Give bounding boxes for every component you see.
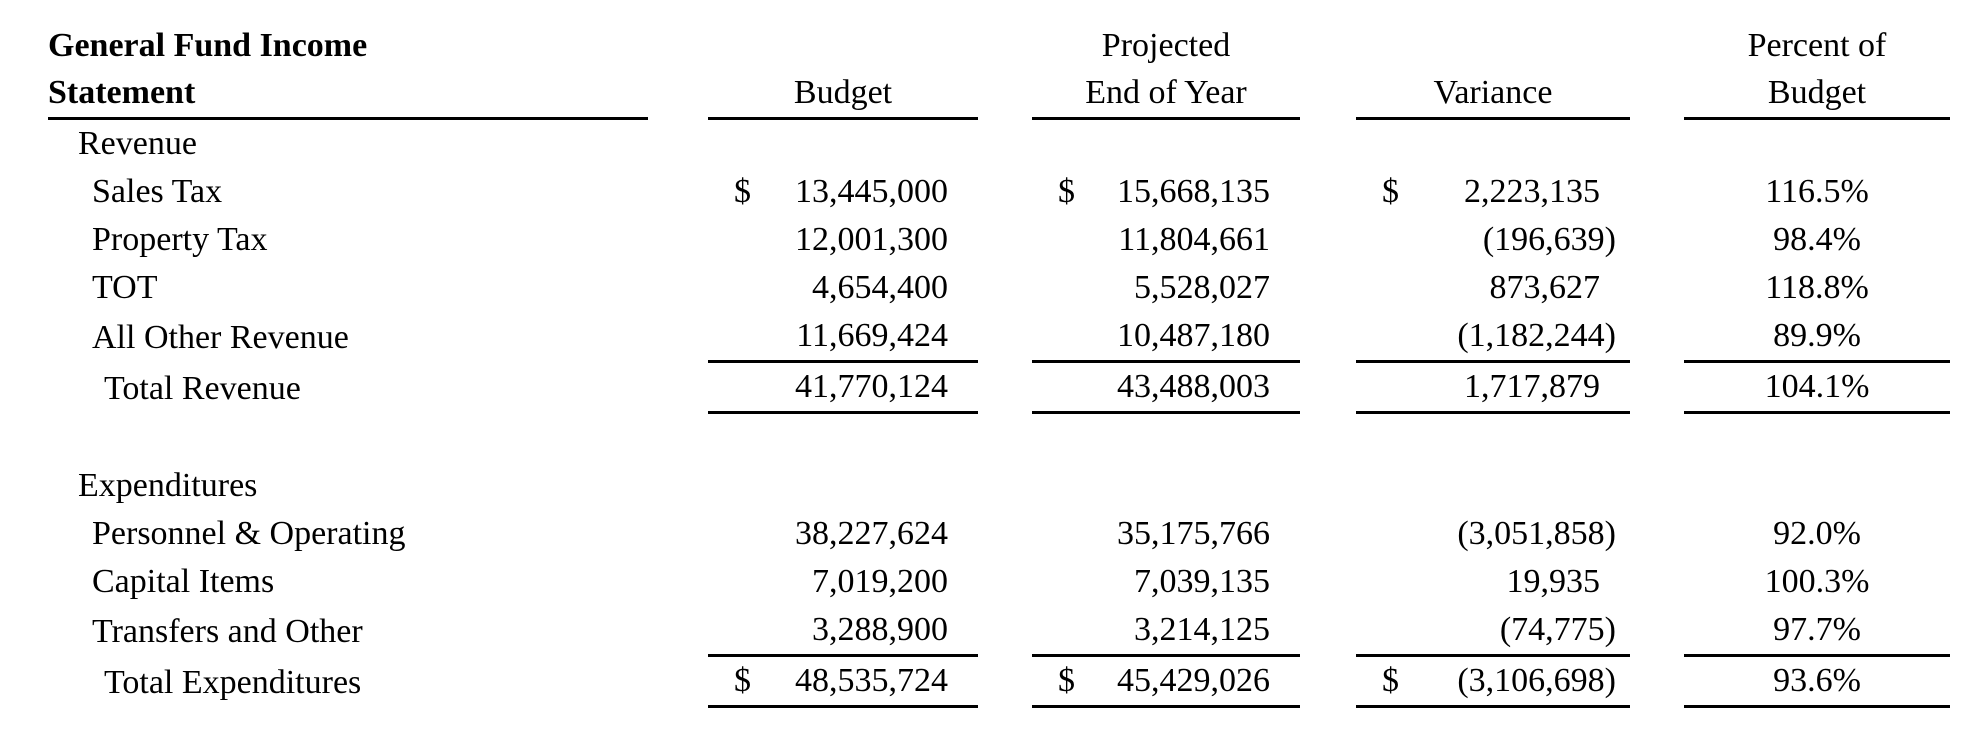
page-title-line2: Statement xyxy=(48,69,648,119)
cell-projected: 10,487,180 xyxy=(1032,312,1300,362)
section-label: Expenditures xyxy=(78,467,258,504)
col-header-projected-line2: End of Year xyxy=(1032,69,1300,119)
row-label: All Other Revenue xyxy=(92,318,349,356)
table-row-total-revenue xyxy=(48,362,1950,413)
col-header-percent-line1: Percent of xyxy=(1747,27,1887,64)
row-label: Transfers and Other xyxy=(92,612,363,650)
cell-variance: 873,627 xyxy=(1489,269,1600,306)
cell-budget: 11,669,424 xyxy=(708,312,978,362)
cell-projected: 7,039,135 xyxy=(1134,563,1270,600)
row-label: Property Tax xyxy=(92,221,268,258)
cell-projected: 43,488,003 xyxy=(1032,362,1300,413)
cell-percent: 98.4% xyxy=(1773,221,1861,258)
cell-percent: 93.6% xyxy=(1684,656,1950,707)
col-header-percent-line2: Budget xyxy=(1684,69,1950,119)
income-statement-table xyxy=(48,22,1950,708)
table-row-property-tax xyxy=(48,216,1950,264)
col-header-variance: Variance xyxy=(1356,69,1630,119)
cell-projected: 11,804,661 xyxy=(1118,221,1270,258)
cell-budget: $ 13,445,000 xyxy=(708,168,978,216)
row-label: TOT xyxy=(92,269,158,306)
cell-percent: 118.8% xyxy=(1765,269,1869,306)
cell-budget: 41,770,124 xyxy=(708,362,978,413)
section-row-revenue xyxy=(48,119,1950,169)
table-row-sales-tax xyxy=(48,168,1950,216)
currency-symbol: $ xyxy=(1058,173,1075,210)
section-label: Revenue xyxy=(78,125,197,162)
table-row-personnel-operating xyxy=(48,510,1950,558)
cell-variance: $ 2,223,135 xyxy=(1356,168,1630,216)
currency-symbol: $ xyxy=(734,173,751,210)
cell-projected: $ 45,429,026 xyxy=(1032,656,1300,707)
cell-variance: (196,639) xyxy=(1482,221,1616,258)
table-row-all-other-revenue xyxy=(48,312,1950,362)
cell-budget: $ 48,535,724 xyxy=(708,656,978,707)
currency-symbol: $ xyxy=(734,662,751,699)
cell-variance: (74,775) xyxy=(1356,606,1630,656)
cell-percent: 89.9% xyxy=(1684,312,1950,362)
cell-projected: $ 15,668,135 xyxy=(1032,168,1300,216)
row-label: Total Expenditures xyxy=(104,663,362,701)
row-label: Personnel & Operating xyxy=(92,515,406,552)
cell-variance: (1,182,244) xyxy=(1356,312,1630,362)
cell-variance: $ (3,106,698) xyxy=(1356,656,1630,707)
header-row-2 xyxy=(48,69,1950,119)
cell-variance: (3,051,858) xyxy=(1457,515,1616,552)
col-header-projected-line1: Projected xyxy=(1101,27,1231,64)
cell-budget: 7,019,200 xyxy=(812,563,948,600)
col-header-budget: Budget xyxy=(708,69,978,119)
cell-variance: 19,935 xyxy=(1506,563,1600,600)
cell-percent: 97.7% xyxy=(1684,606,1950,656)
spacer-row xyxy=(48,413,1950,463)
col-header-budget-spacer xyxy=(708,22,978,69)
table-row-capital-items xyxy=(48,558,1950,606)
cell-percent: 92.0% xyxy=(1773,515,1861,552)
table-row-tot xyxy=(48,264,1950,312)
page-title-line1: General Fund Income xyxy=(48,27,368,64)
col-header-variance-spacer xyxy=(1356,22,1630,69)
cell-percent: 116.5% xyxy=(1765,173,1869,210)
row-label: Total Revenue xyxy=(104,369,301,407)
cell-percent: 100.3% xyxy=(1764,563,1870,600)
currency-symbol: $ xyxy=(1382,173,1399,210)
currency-symbol: $ xyxy=(1058,662,1075,699)
currency-symbol: $ xyxy=(1382,662,1399,699)
header-row-1 xyxy=(48,22,1950,69)
cell-budget: 4,654,400 xyxy=(812,269,948,306)
section-row-expenditures xyxy=(48,462,1950,510)
cell-percent: 104.1% xyxy=(1684,362,1950,413)
cell-projected: 35,175,766 xyxy=(1117,515,1270,552)
row-label: Capital Items xyxy=(92,563,275,600)
table-row-total-expenditures xyxy=(48,656,1950,707)
cell-budget: 3,288,900 xyxy=(708,606,978,656)
cell-projected: 3,214,125 xyxy=(1032,606,1300,656)
cell-variance: 1,717,879 xyxy=(1356,362,1630,413)
cell-projected: 5,528,027 xyxy=(1134,269,1270,306)
row-label: Sales Tax xyxy=(92,173,223,210)
table-row-transfers-other xyxy=(48,606,1950,656)
cell-budget: 12,001,300 xyxy=(795,221,948,258)
cell-budget: 38,227,624 xyxy=(795,515,948,552)
